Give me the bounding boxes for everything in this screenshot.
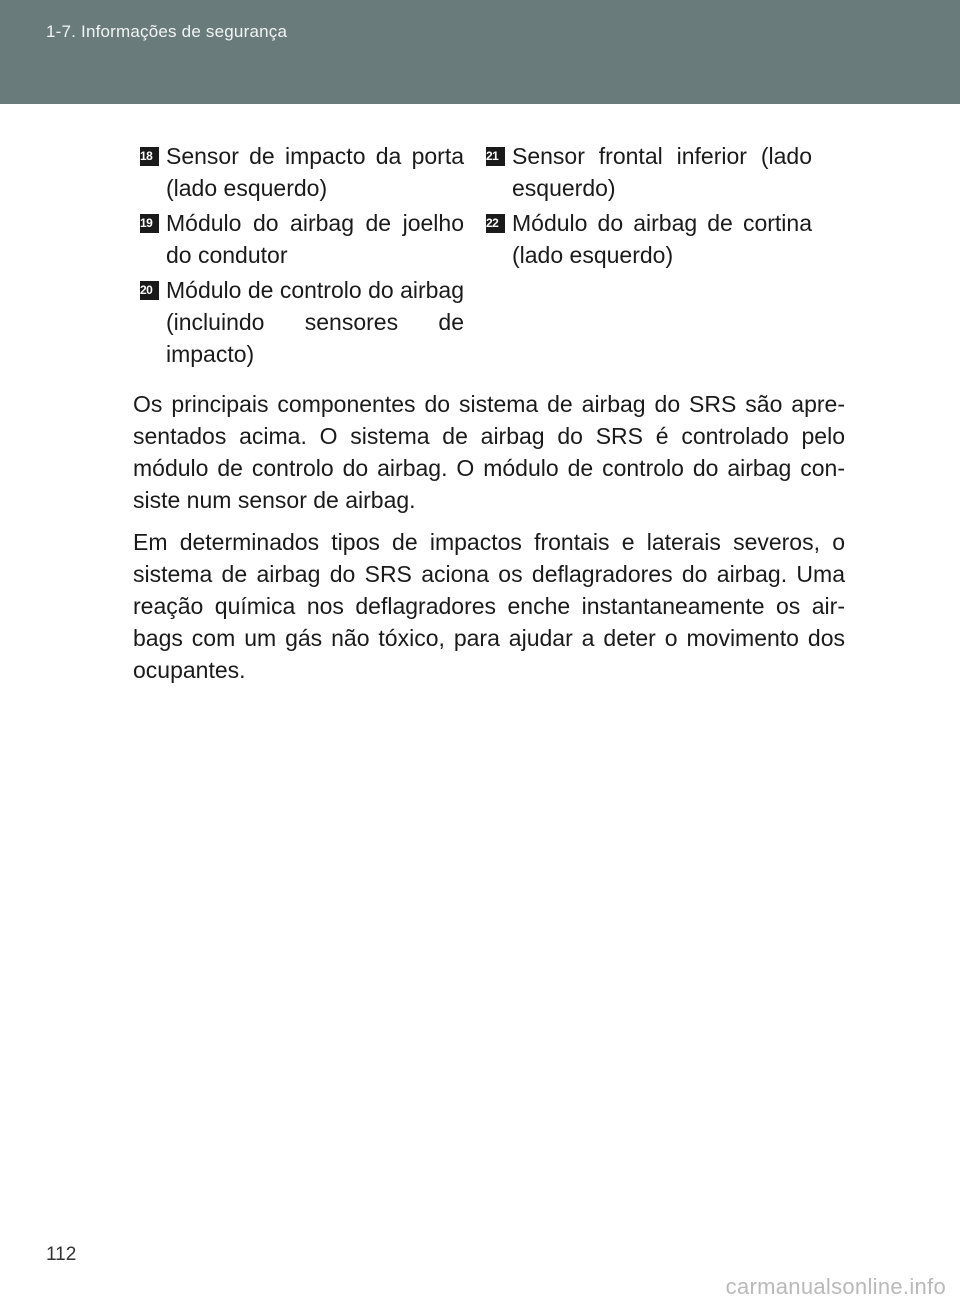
legend-item-text: Sensor de impacto da porta (lado esquerdo) xyxy=(166,143,464,201)
legend-item xyxy=(140,274,464,370)
legend-column-right xyxy=(486,140,812,274)
legend-column-left xyxy=(140,140,464,373)
legend-item-text: Módulo do airbag de joelho do condutor xyxy=(166,210,464,268)
body-paragraph: Em determinados tipos de impactos frontais e laterais severos, o sistema de airbag do SRS aciona os deflagradores do airbag. Uma reação química nos deflagradores enche instantaneamente os airbags com um gás não tóxico, para ajudar a deter o movimento dos ocupantes. xyxy=(133,529,845,683)
legend-item-text: Sensor frontal inferior (lado esquerdo) xyxy=(512,143,812,201)
page-number: 112 xyxy=(46,1244,77,1265)
legend-item-text: Módulo do airbag de cortina (lado esquerdo) xyxy=(512,210,812,268)
number-badge: 22 xyxy=(486,214,505,233)
chapter-header-band xyxy=(0,0,960,104)
watermark: carmanualsonline.info xyxy=(725,1274,946,1299)
legend-item xyxy=(140,207,464,271)
number-badge: 21 xyxy=(486,147,505,166)
number-badge: 20 xyxy=(140,281,159,300)
number-badge: 18 xyxy=(140,147,159,166)
legend-item-text: Módulo de controlo do airbag (incluindo sensores de impacto) xyxy=(166,277,464,367)
legend-item xyxy=(486,207,812,271)
body-paragraph: Os principais componentes do sistema de airbag do SRS são apresentados acima. O sistema de airbag do SRS é controlado pelo módulo de controlo do airbag. O módulo de controlo do airbag consiste num sensor de airbag. xyxy=(133,391,845,513)
legend-item xyxy=(486,140,812,204)
legend-item xyxy=(140,140,464,204)
section-title: 1-7. Informações de segurança xyxy=(46,22,288,41)
number-badge: 19 xyxy=(140,214,159,233)
